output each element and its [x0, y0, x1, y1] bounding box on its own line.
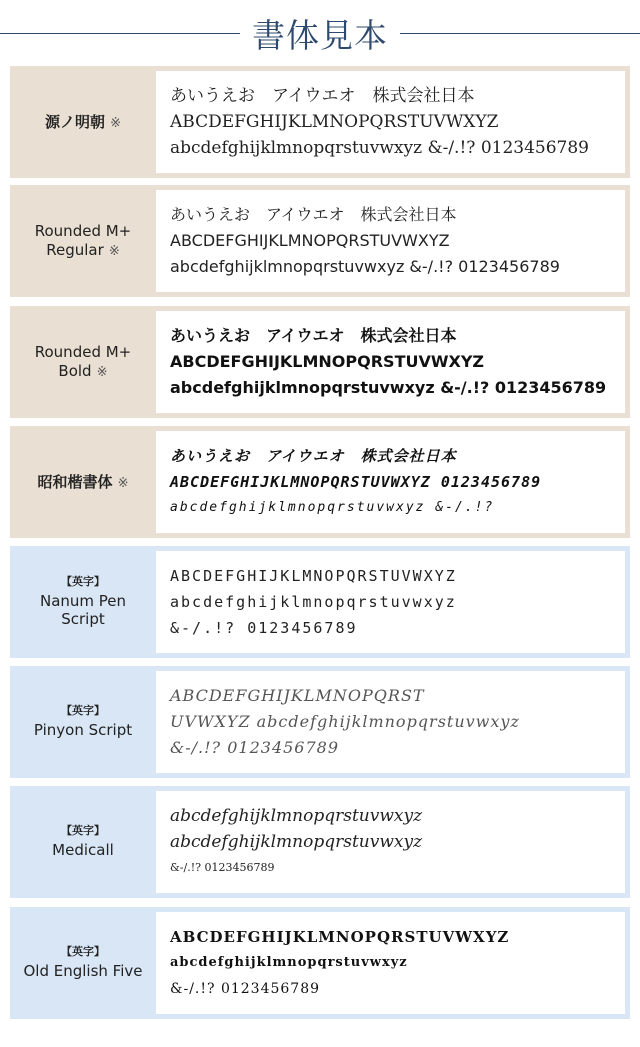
- sample-line-symbols: &-/.!? 0123456789: [170, 861, 275, 874]
- sample-line-upper: ABCDEFGHIJKLMNOPQRSTUVWXYZ 0123456789: [170, 473, 542, 491]
- english-only-tag: 【英字】: [61, 574, 105, 588]
- font-row-old-english-five: [10, 907, 630, 1019]
- font-name-line-2: Regular: [46, 241, 104, 260]
- font-sample: [156, 791, 625, 893]
- sample-line-kana: あいうえお アイウエオ 株式会社日本: [170, 86, 475, 106]
- sample-line-lower-2: abcdefghijklmnopqrstuvwxyz: [170, 832, 423, 852]
- sample-line-symbols: &-/.!? 0123456789: [170, 981, 321, 997]
- font-row-rounded-mplus-regular: [10, 185, 630, 297]
- header-rule-right: [400, 33, 640, 34]
- font-label: [15, 551, 151, 653]
- sample-line-upper: ABCDEFGHIJKLMNOPQRSTUVWXYZ: [170, 928, 510, 946]
- font-name-line-2: Bold: [58, 362, 92, 381]
- font-name-line-2: Script: [61, 610, 105, 629]
- font-label: [15, 671, 151, 773]
- note-mark: ※: [96, 365, 108, 381]
- font-label: [15, 431, 151, 533]
- header-rule-left: [0, 33, 240, 34]
- sample-line-upper: ABCDEFGHIJKLMNOPQRSTUVWXYZ: [170, 567, 457, 585]
- font-name-line-1: Medicall: [52, 841, 114, 859]
- sample-line-lower: abcdefghijklmnopqrstuvwxyz: [170, 593, 457, 611]
- note-mark: ※: [117, 475, 129, 491]
- sample-line-upper: ABCDEFGHIJKLMNOPQRSTUVWXYZ: [170, 112, 499, 132]
- font-label: [15, 311, 151, 413]
- font-sample: [156, 551, 625, 653]
- english-only-tag: 【英字】: [61, 824, 105, 838]
- sample-line-lower-1: abcdefghijklmnopqrstuvwxyz: [170, 806, 423, 826]
- sample-line-upper: ABCDEFGHIJKLMNOPQRSTUVWXYZ: [170, 352, 485, 371]
- font-row-genno-mincho: [10, 66, 630, 178]
- sample-line-lower: abcdefghijklmnopqrstuvwxyz &-/.!?: [170, 500, 495, 515]
- sample-line-symbols: &-/.!? 0123456789: [170, 619, 358, 637]
- font-name-line: [46, 240, 120, 260]
- sample-line-lower: abcdefghijklmnopqrstuvwxyz: [170, 955, 408, 970]
- sample-line-upper: ABCDEFGHIJKLMNOPQRSTUVWXYZ: [170, 231, 450, 250]
- font-row-nanum-pen-script: [10, 546, 630, 658]
- page-header: [0, 0, 640, 66]
- font-label: [15, 912, 151, 1014]
- font-sample: [156, 912, 625, 1014]
- font-row-rounded-mplus-bold: [10, 306, 630, 418]
- font-name-line-1: Rounded M+: [34, 221, 132, 240]
- font-name-line-1: Pinyon Script: [33, 721, 133, 739]
- sample-line-kana: あいうえお アイウエオ 株式会社日本: [170, 205, 457, 224]
- font-name: 源ノ明朝: [44, 112, 105, 131]
- font-row-showa-kaisho: [10, 426, 630, 538]
- font-label: [15, 791, 151, 893]
- font-name-line: [45, 112, 121, 132]
- sample-line-mixed: UVWXYZ abcdefghijklmnopqrstuvwxyz: [170, 712, 520, 731]
- font-label: [15, 190, 151, 292]
- font-sample: [156, 671, 625, 773]
- english-only-tag: 【英字】: [61, 945, 105, 959]
- sample-line-upper: ABCDEFGHIJKLMNOPQRST: [170, 686, 425, 705]
- font-row-pinyon-script: [10, 666, 630, 778]
- font-sample: [156, 311, 625, 413]
- note-mark: ※: [108, 244, 120, 260]
- font-sample: [156, 431, 625, 533]
- font-name-line-1: Old English Five: [23, 962, 143, 980]
- sample-line-kana: あいうえお アイウエオ 株式会社日本: [170, 447, 457, 465]
- sample-line-lower: abcdefghijklmnopqrstuvwxyz &-/.!? 0123456789: [170, 378, 607, 397]
- font-sample: [156, 71, 625, 173]
- font-name: 昭和楷書体: [37, 472, 113, 491]
- font-sample: [156, 190, 625, 292]
- font-row-medicall: [10, 786, 630, 898]
- sample-line-symbols: &-/.!? 0123456789: [170, 738, 340, 757]
- sample-line-lower: abcdefghijklmnopqrstuvwxyz &-/.!? 0123456789: [170, 138, 589, 158]
- page-title: 書体見本: [252, 16, 388, 55]
- note-mark: ※: [110, 115, 121, 131]
- font-name-line: [58, 361, 107, 381]
- font-label: [15, 71, 151, 173]
- font-name-line: [37, 472, 128, 492]
- sample-line-lower: abcdefghijklmnopqrstuvwxyz &-/.!? 0123456789: [170, 257, 560, 276]
- sample-line-kana: あいうえお アイウエオ 株式会社日本: [170, 326, 457, 345]
- font-name-line-1: Rounded M+: [34, 342, 132, 361]
- font-name-line-1: Nanum Pen: [39, 591, 127, 610]
- english-only-tag: 【英字】: [61, 704, 105, 718]
